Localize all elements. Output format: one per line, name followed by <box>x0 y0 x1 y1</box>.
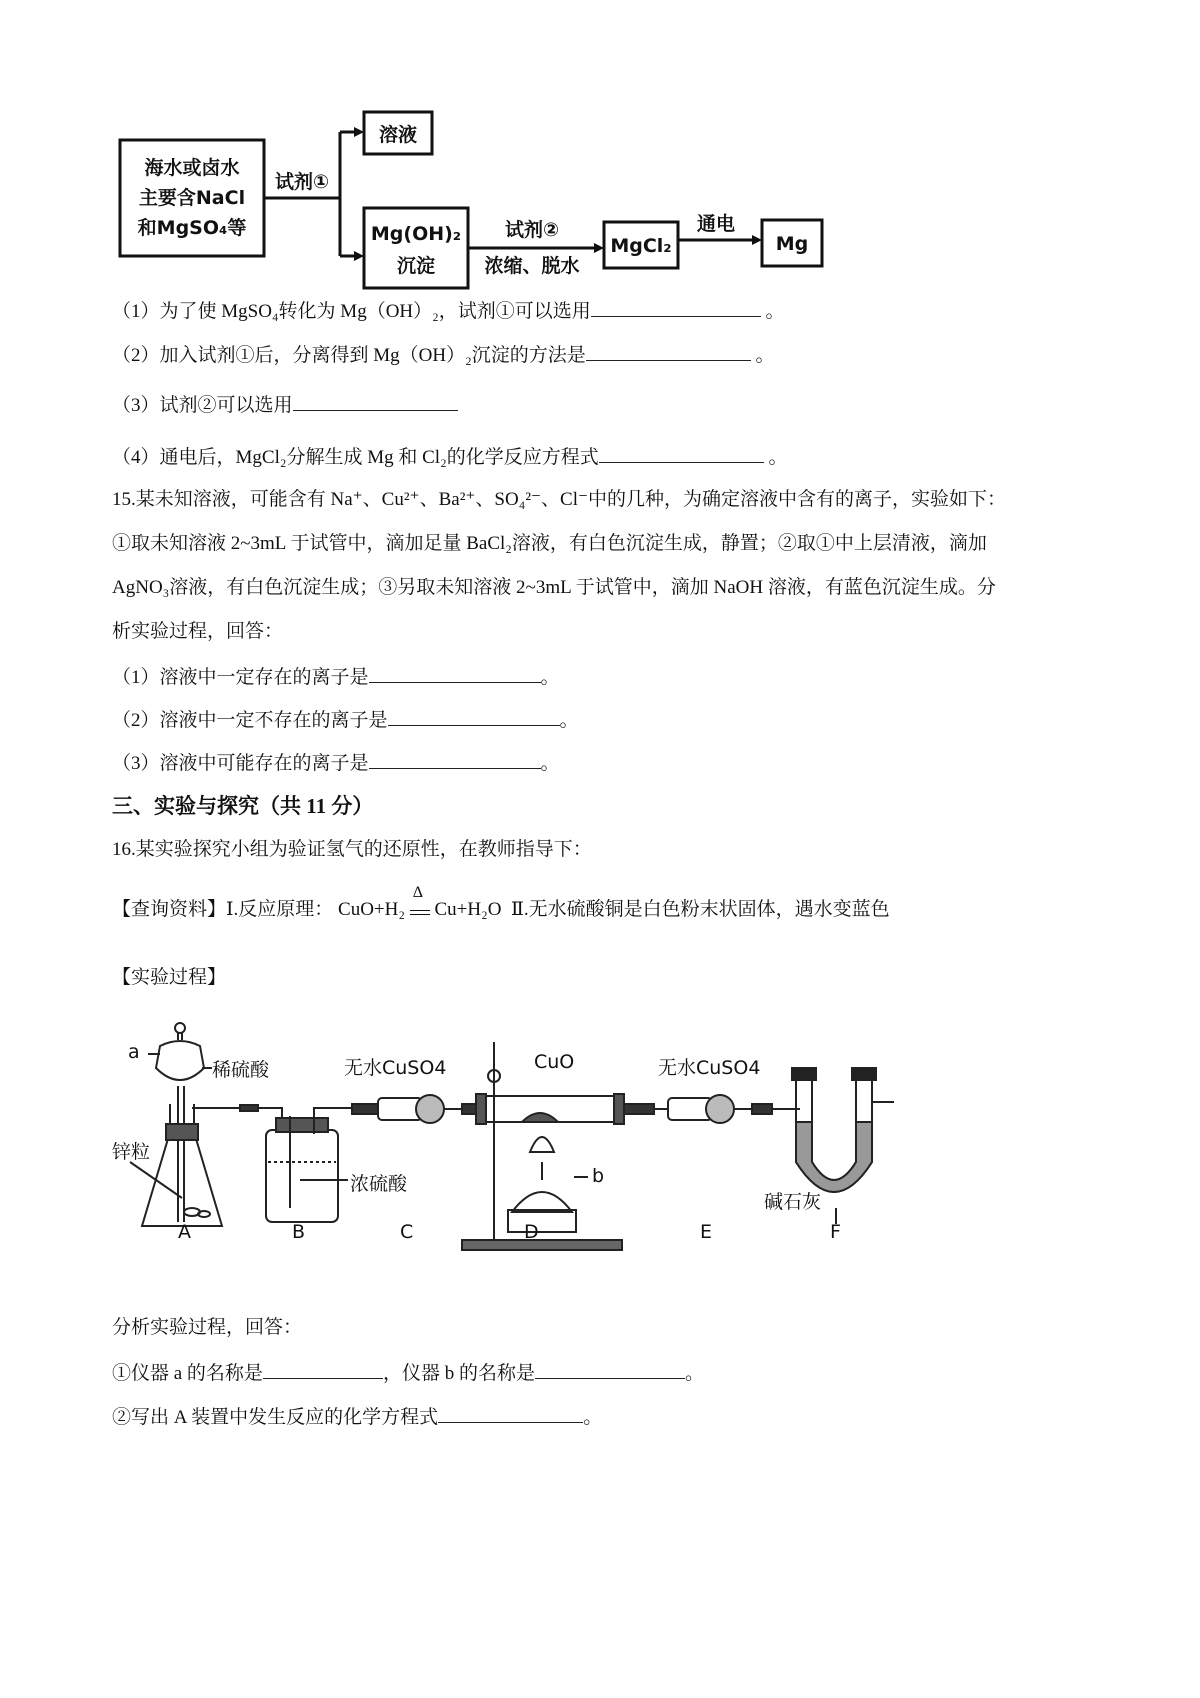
q16-blank-b[interactable] <box>535 1358 685 1379</box>
box-solution-label: 溶液 <box>378 124 418 146</box>
label-E: E <box>700 1221 713 1243</box>
apparatus-C-drying-tube <box>352 1095 482 1123</box>
q16-blank-equation[interactable] <box>438 1402 583 1423</box>
q16-stem: 16.某实验探究小组为验证氢气的还原性，在教师指导下： <box>112 839 592 860</box>
box-source-line3: 和MgSO₄等 <box>137 217 247 239</box>
q14-part3: （3）试剂②可以选用 <box>112 390 458 420</box>
apparatus-A-flask <box>130 1023 247 1226</box>
reagent2-label: 试剂② <box>504 219 560 241</box>
label-anhydrous-cuso4-c: 无水CuSO4 <box>344 1057 447 1079</box>
label-A: A <box>178 1221 191 1243</box>
box-source-line2: 主要含NaCl <box>138 187 246 209</box>
q15-blank3[interactable] <box>369 748 541 769</box>
q15-blank2[interactable] <box>388 705 560 726</box>
reagent1-label: 试剂① <box>274 171 330 193</box>
q14-part2: （2）加入试剂①后，分离得到 Mg（OH）₂沉淀的方法是 。 <box>112 340 774 370</box>
label-D: D <box>524 1221 539 1243</box>
q15-part1: （1）溶液中一定存在的离子是 。 <box>112 662 560 692</box>
q14-blank2[interactable] <box>586 340 751 361</box>
q16-analyze: 分析实验过程，回答： <box>112 1317 303 1338</box>
label-soda-lime: 碱石灰 <box>764 1191 822 1213</box>
label-a: a <box>128 1041 140 1063</box>
label-C: C <box>400 1221 414 1243</box>
label-dilute-sulfuric-acid: 稀硫酸 <box>212 1059 270 1081</box>
label-B: B <box>292 1221 306 1243</box>
label-b: b <box>592 1165 605 1187</box>
label-zinc-granules: 锌粒 <box>112 1141 151 1163</box>
box-precipitate-line1: Mg(OH)₂ <box>370 223 462 245</box>
q15-stem-line4: 析实验过程，回答： <box>112 621 284 642</box>
q16-process-label: 【实验过程】 <box>112 967 227 988</box>
q15-stem-line1: 15.某未知溶液，可能含有 Na⁺、Cu²⁺、Ba²⁺、SO₄²⁻、Cl⁻中的几种，为确定溶液中含有的离子，实验如下： <box>112 489 1007 510</box>
apparatus-E-drying-tube <box>654 1095 772 1123</box>
q16-part2: ②写出 A 装置中发生反应的化学方程式 。 <box>112 1402 602 1432</box>
q15-part3: （3）溶液中可能存在的离子是 。 <box>112 748 560 778</box>
apparatus-drawing <box>112 1012 1012 1272</box>
q14-blank3[interactable] <box>293 390 458 411</box>
magnesium-extraction-flowchart <box>118 108 898 298</box>
electrolysis-label: 通电 <box>696 213 736 235</box>
box-mgcl2-label: MgCl₂ <box>610 235 672 257</box>
label-conc-sulfuric-acid: 浓硫酸 <box>350 1173 408 1195</box>
q15-part2: （2）溶液中一定不存在的离子是 。 <box>112 705 579 735</box>
q15-stem-line2: ①取未知溶液 2~3mL 于试管中，滴加足量 BaCl₂溶液，有白色沉淀生成，静置；②取①中上层清液，滴加 <box>112 533 987 554</box>
q15-stem-line3: AgNO₃溶液，有白色沉淀生成；③另取未知溶液 2~3mL 于试管中，滴加 NaOH 溶液，有蓝色沉淀生成。分 <box>112 577 996 598</box>
concentrate-label: 浓缩、脱水 <box>484 255 580 277</box>
q14-blank4[interactable] <box>599 442 764 463</box>
q14-part1: （1）为了使 MgSO₄转化为 Mg（OH）₂，试剂①可以选用 。 <box>112 296 785 326</box>
label-F: F <box>830 1221 841 1243</box>
apparatus-D-heating <box>462 1042 624 1250</box>
apparatus-B-bottle <box>266 1108 352 1222</box>
q15-blank1[interactable] <box>369 662 541 683</box>
q14-blank1[interactable] <box>591 296 761 317</box>
label-cuo: CuO <box>534 1051 575 1073</box>
label-anhydrous-cuso4-e: 无水CuSO4 <box>658 1057 761 1079</box>
q16-part1: ①仪器 a 的名称是 ，仪器 b 的名称是 。 <box>112 1358 704 1388</box>
q16-info: 【查询资料】Ⅰ.反应原理： CuO+H₂ Δ Cu+H₂O Ⅱ.无水硫酸铜是白色粉末状固体，遇水变蓝色 <box>112 896 890 924</box>
box-precipitate-line2: 沉淀 <box>396 255 436 277</box>
heat-condition: Δ <box>410 899 430 915</box>
section3-title: 三、实验与探究（共 11 分） <box>112 794 374 818</box>
box-source-line1: 海水或卤水 <box>144 157 240 179</box>
reaction-equation: CuO+H₂ Δ Cu+H₂O <box>338 884 502 920</box>
q16-blank-a[interactable] <box>263 1358 383 1379</box>
box-mg-label: Mg <box>775 233 809 255</box>
q14-part4: （4）通电后，MgCl₂分解生成 Mg 和 Cl₂的化学反应方程式 。 <box>112 442 787 472</box>
